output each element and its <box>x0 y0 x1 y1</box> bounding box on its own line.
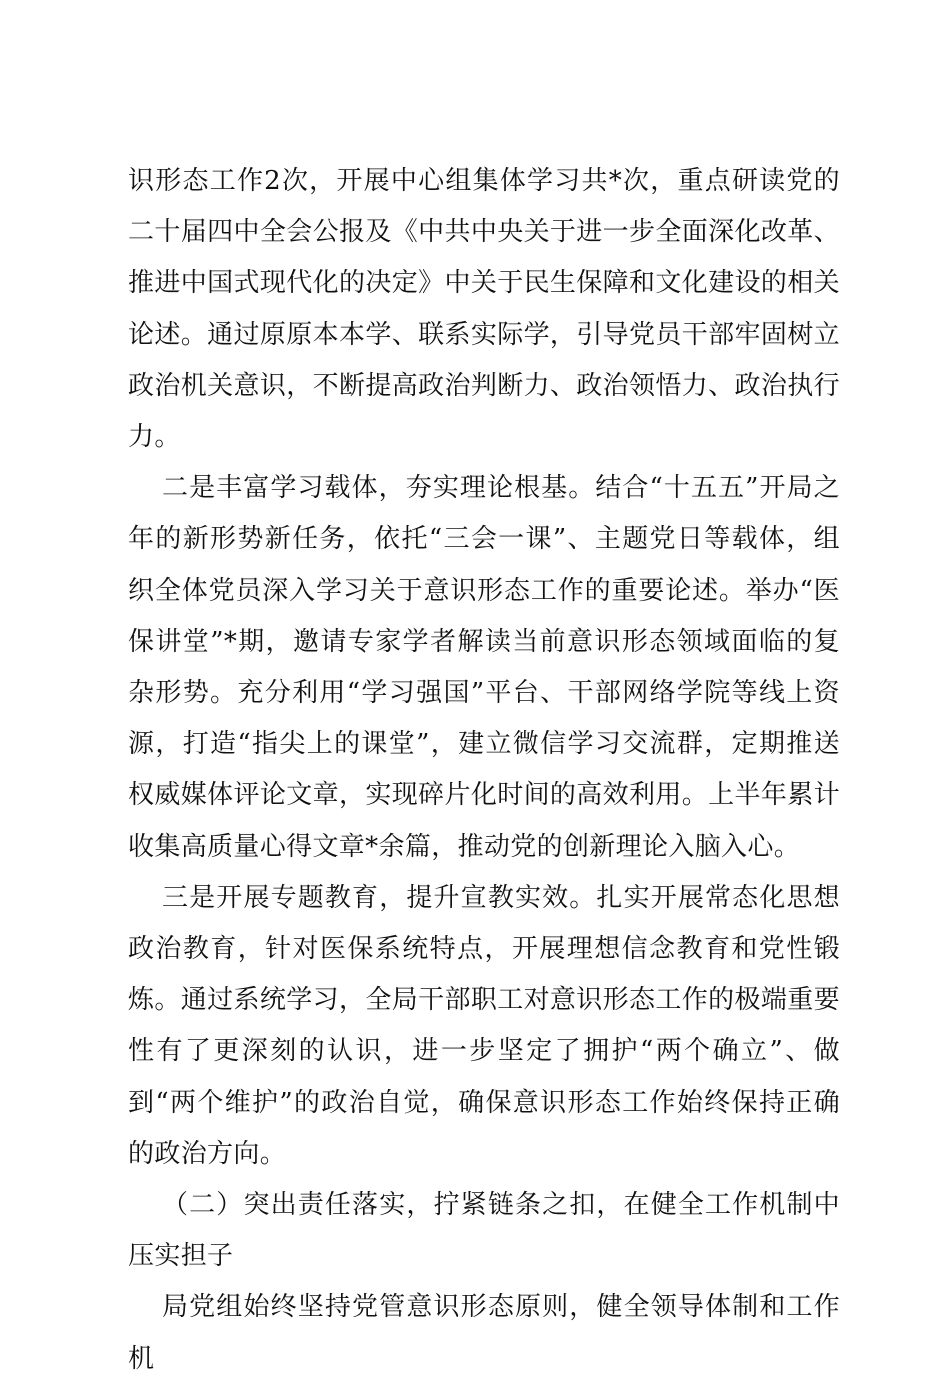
paragraph-study-carriers: 二是丰富学习载体，夯实理论根基。结合“十五五”开局之年的新形势新任务，依托“三会一课”、主题党日等载体，组织全体党员深入学习关于意识形态工作的重要论述。举办“医保讲堂”*期，邀请专家学者解读当前意识形态领域面临的复杂形势。充分利用“学习强国”平台、干部网络学院等线上资源，打造“指尖上的课堂”，建立微信学习交流群，定期推送权威媒体评论文章，实现碎片化时间的高效利用。上半年累计收集高质量心得文章*余篇，推动党的创新理论入脑入心。 <box>128 473 840 862</box>
paragraph-continuation: 识形态工作2次，开展中心组集体学习共*次，重点研读党的二十届四中全会公报及《中共中央关于进一步全面深化改革、推进中国式现代化的决定》中关于民生保障和文化建设的相关论述。通过原原本本学、联系实际学，引导党员干部牢固树立政治机关意识，不断提高政治判断力、政治领悟力、政治执行力。 <box>128 166 840 453</box>
paragraph-special-education: 三是开展专题教育，提升宣教实效。扎实开展常态化思想政治教育，针对医保系统特点，开展理想信念教育和党性锻炼。通过系统学习，全局干部职工对意识形态工作的极端重要性有了更深刻的认识，进一步坚定了拥护“两个确立”、做到“两个维护”的政治自觉，确保意识形态工作始终保持正确的政治方向。 <box>128 882 840 1169</box>
paragraph-responsibility: 局党组始终坚持党管意识形态原则，健全领导体制和工作机 <box>128 1292 840 1374</box>
section-heading: （二）突出责任落实，拧紧链条之扣，在健全工作机制中压实担子 <box>128 1190 840 1272</box>
document-body <box>128 156 840 1385</box>
